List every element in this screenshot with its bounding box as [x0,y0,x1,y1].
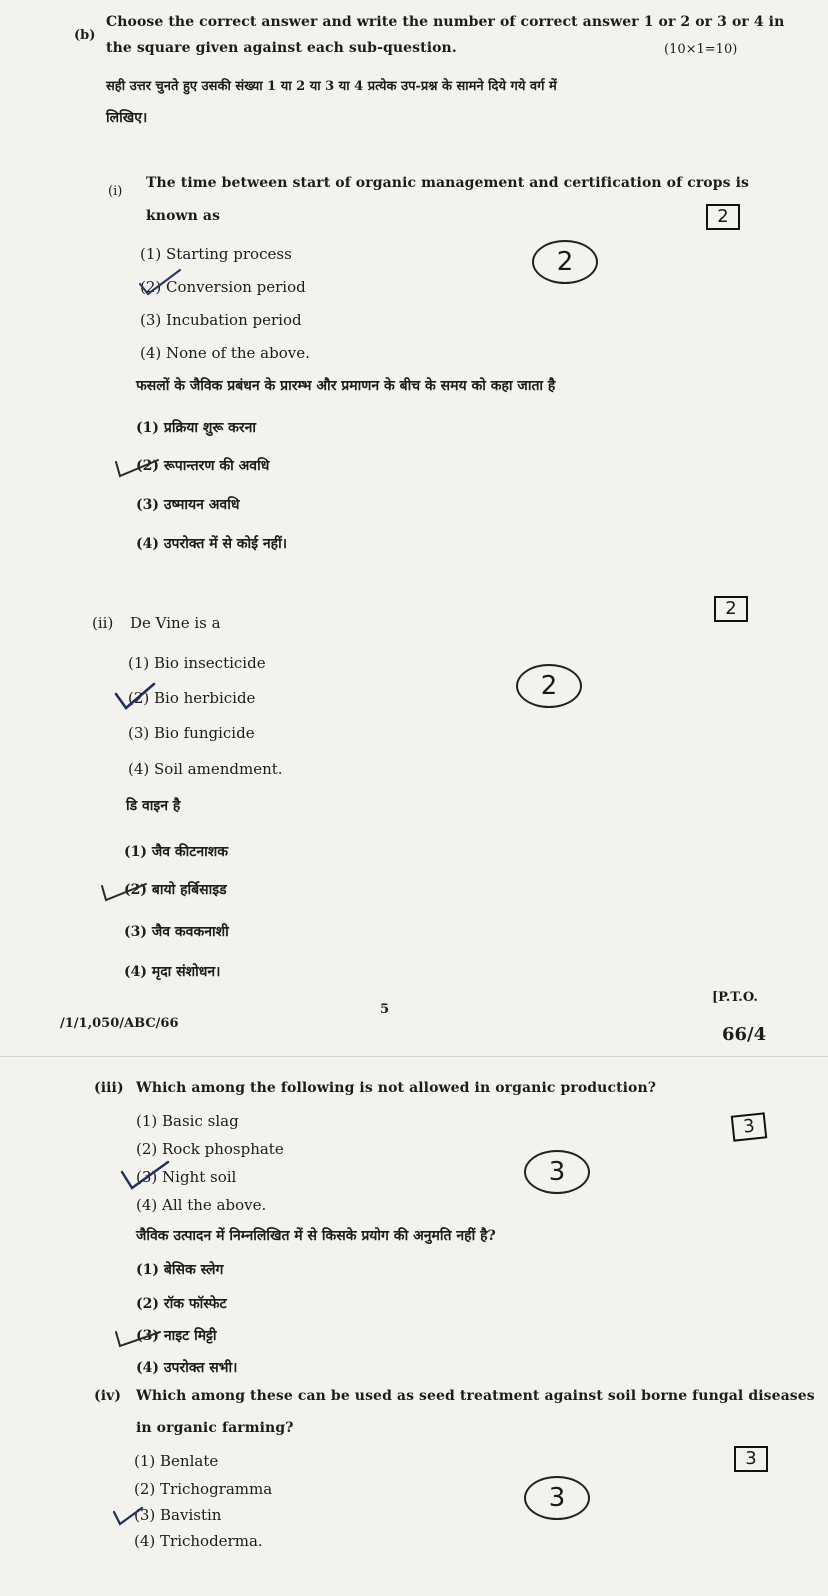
option: (3) Incubation period [140,311,302,329]
option-selected: (2) Bio herbicide [128,689,256,707]
option: (4) All the above. [136,1196,267,1214]
answer-box: 3 [734,1446,768,1472]
question-number: (iii) [94,1080,124,1096]
option-selected: (2) Conversion period [140,278,306,296]
question-text: Which among the following is not allowed in organic production? [136,1080,657,1096]
check-mark-icon [114,454,164,480]
check-mark-icon [118,1160,172,1192]
hindi-instruction-line-1: सही उत्तर चुनते हुए उसकी संख्या 1 या 2 या 3 या 4 प्रत्येक उप-प्रश्न के सामने दिये गये वर्ग में [106,79,557,94]
check-mark-icon [112,1504,152,1526]
question-number: (i) [108,184,123,199]
option: (4) Trichoderma. [134,1532,263,1550]
section-label: (b) [74,28,96,43]
pto-label: [P.T.O. [712,990,758,1005]
hindi-option: (3) उष्मायन अवधि [136,497,240,513]
question-text-line-2: known as [146,208,221,224]
hindi-option: (4) मृदा संशोधन। [124,964,221,980]
option-selected: (3) Night soil [136,1168,237,1186]
instruction-line-2: the square given against each sub-question. [106,40,457,56]
hindi-option: (1) बेसिक स्लेग [136,1262,224,1278]
hindi-option-selected: (2) रूपान्तरण की अवधि [136,458,270,474]
circled-answer: 2 [516,664,582,708]
answer-box: 3 [731,1112,768,1141]
question-number: (iv) [94,1388,122,1404]
page-number: 5 [380,1002,390,1017]
hindi-option: (4) उपरोक्त में से कोई नहीं। [136,536,288,552]
option: (1) Benlate [134,1452,219,1470]
option: (3) Bio fungicide [128,724,255,742]
question-text: De Vine is a [130,614,221,632]
option-selected: (3) Bavistin [134,1506,222,1524]
instruction-line-1: Choose the correct answer and write the number of correct answer 1 or 2 or 3 or 4 in [106,14,785,30]
hindi-option: (1) जैव कीटनाशक [124,844,229,860]
option: (4) Soil amendment. [128,760,283,778]
circled-answer: 3 [524,1150,590,1194]
answer-box: 2 [714,596,748,622]
option: (1) Basic slag [136,1112,239,1130]
hindi-option: (4) उपरोक्त सभी। [136,1360,238,1376]
page-divider [0,1056,828,1057]
hindi-question: फसलों के जैविक प्रबंधन के प्रारम्भ और प्रमाणन के बीच के समय को कहा जाता है [136,378,556,394]
hindi-option: (3) जैव कवकनाशी [124,924,229,940]
check-mark-icon [100,878,150,904]
option: (1) Starting process [140,245,292,263]
hindi-option: (1) प्रक्रिया शुरू करना [136,420,256,436]
question-number: (ii) [92,614,114,632]
paper-set: 66/4 [722,1024,767,1045]
hindi-option-selected: (3) नाइट मिट्टी [136,1328,217,1344]
check-mark-icon [114,1326,164,1350]
question-text-line-1: Which among these can be used as seed treatment against soil borne fungal diseases [136,1388,815,1404]
marks-label: (10×1=10) [664,42,738,57]
hindi-option-selected: (2) बायो हर्बिसाइड [124,882,227,898]
question-text-line-1: The time between start of organic management and certification of crops is [146,175,749,191]
hindi-option: (2) रॉक फॉस्फेट [136,1296,227,1312]
paper-code: /1/1,050/ABC/66 [60,1016,179,1031]
option: (1) Bio insecticide [128,654,266,672]
hindi-instruction-line-2: लिखिए। [106,110,148,126]
option: (2) Trichogramma [134,1480,273,1498]
hindi-question: डि वाइन है [126,798,181,814]
check-mark-icon [114,682,162,712]
option: (2) Rock phosphate [136,1140,284,1158]
question-text-line-2: in organic farming? [136,1420,294,1436]
circled-answer: 2 [532,240,598,284]
check-mark-icon [136,268,186,300]
option: (4) None of the above. [140,344,310,362]
answer-box: 2 [706,204,740,230]
circled-answer: 3 [524,1476,590,1520]
hindi-question: जैविक उत्पादन में निम्नलिखित में से किसके प्रयोग की अनुमति नहीं है? [136,1228,496,1244]
